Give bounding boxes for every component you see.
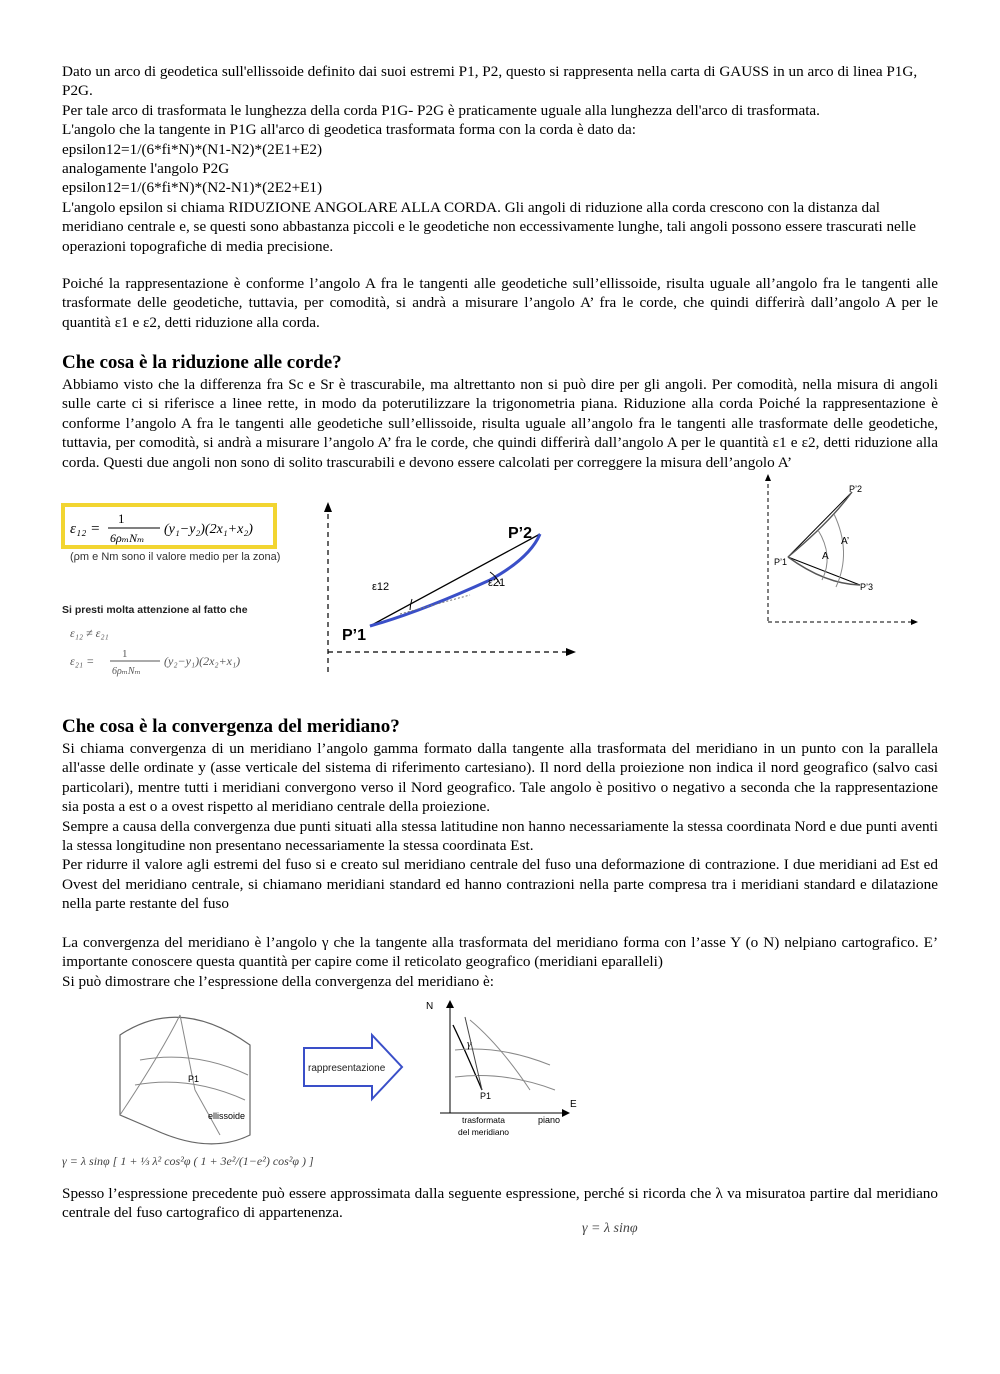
trasformata-label: trasformata xyxy=(462,1115,505,1125)
heading-convergenza: Che cosa è la convergenza del meridiano? xyxy=(62,716,400,737)
text-line: Dato un arco di geodetica sull'ellissoide definito dai suoi estremi P1, P2, questo si rappresenta nella carta di GAUSS in un arco di linea P1G, P2G. xyxy=(62,63,918,100)
text-line: epsilon12=1/(6*fi*N)*(N2-N1)*(2E2+E1) xyxy=(62,179,323,197)
text-line: L'angolo che la tangente in P1G all'arco di geodetica trasformata forma con la corda è dato da: xyxy=(62,121,636,139)
gamma-definition: La convergenza del meridiano è l’angolo γ che la tangente alla trasformata del meridiano forma con l’asse Y (o N) nelpiano cartografico. E’ importante conoscere questa quantità per capire come il reticolato geografico (meridiani eparalleli) xyxy=(62,934,938,971)
convergenza-block xyxy=(62,739,938,914)
eps21-label: ε21 xyxy=(488,577,506,589)
attention-note: Si presti molta attenzione al fatto che xyxy=(62,604,248,616)
conformal-paragraph: Poiché la rappresentazione è conforme l’angolo A fra le tangenti alle geodetiche sull’ellissoide, risulta uguale all’angolo fra le tangenti alle trasformate delle geodetiche, tuttavia, per comodità, si andrà a misurare l’angolo A’ fra le corde, che quindi differirà dall’angolo A per le quantità ε1 e ε2, detti riduzione alla corda. xyxy=(62,275,938,331)
gamma-expression-intro: Si può dimostrare che l’espressione della convergenza del meridiano è: xyxy=(62,972,494,990)
intro-block xyxy=(62,62,938,256)
figure-angolo-corde xyxy=(760,472,920,627)
n-axis-label: N xyxy=(426,1001,434,1012)
svg-text:ε₁₂ =: ε₁₂ = xyxy=(70,521,101,537)
e-axis-label: E xyxy=(570,1099,577,1110)
svg-text:1: 1 xyxy=(122,648,128,660)
p2-label: P’2 xyxy=(508,525,533,542)
svg-text:γ = λ sinφ: γ = λ sinφ xyxy=(582,1221,638,1236)
svg-text:6ρₘNₘ: 6ρₘNₘ xyxy=(112,666,141,677)
svg-text:1: 1 xyxy=(118,511,125,526)
angle-a-prime: A’ xyxy=(841,536,850,547)
text-line: L'angolo epsilon si chiama RIDUZIONE ANGOLARE ALLA CORDA. Gli angoli di riduzione alla corda crescono con la distanza dal meridiano centrale e, se questi sono abbastanza piccoli e le geodetiche non eccessivamente lunghe, tali angoli possono essere trascurati nelle operazioni topografiche di media precisione. xyxy=(62,198,916,255)
convergenza-paragraph: Si chiama convergenza di un meridiano l’angolo gamma formato dalla tangente alla trasformata del meridiano in un punto con la parallela all'asse delle ordinate y (asse verticale del sistema di riferimento cartesiano). Il nord della proiezione non indica il nord geografico (salvo casi particolari), mentre tutti i meridiani convergono verso il Nord geografico. Tale angolo è positivo o negativo a seconda che la rappresentazione sia posta a est o a ovest rispetto al meridiano centrale della proiezione. xyxy=(62,740,938,816)
svg-text:(y₁−y₂)(2x₁+x₂): (y₁−y₂)(2x₁+x₂) xyxy=(164,522,253,537)
figure-riduzione-corda xyxy=(60,500,580,680)
svg-text:γ = λ sinφ [ 1 + ⅓ λ² cos²φ (: γ = λ sinφ [ 1 + ⅓ λ² cos²φ ( 1 + 3e²/(1−e²) cos²φ ) ] xyxy=(62,1154,314,1168)
svg-text:ε₂₁ =: ε₂₁ = xyxy=(70,654,95,668)
riduzione-diagram xyxy=(60,500,580,680)
svg-text:ε₁₂ ≠ ε₂₁: ε₁₂ ≠ ε₂₁ xyxy=(70,626,109,640)
figure-convergenza xyxy=(60,995,600,1180)
gamma-label: γ xyxy=(467,1038,472,1050)
text-line: epsilon12=1/(6*fi*N)*(N1-N2)*(2E1+E2) xyxy=(62,140,323,158)
formula-note: (ρm e Nm sono il valore medio per la zona) xyxy=(70,551,281,563)
svg-text:6ρₘNₘ: 6ρₘNₘ xyxy=(110,531,145,545)
piano-label: piano xyxy=(538,1115,561,1125)
heading-riduzione-corde: Che cosa è la riduzione alle corde? xyxy=(62,352,342,373)
approx-formula-image xyxy=(580,1212,690,1242)
p1-point: P’1 xyxy=(774,557,788,567)
p2-point: P’2 xyxy=(849,484,863,494)
angle-diagram xyxy=(760,472,920,627)
rappresentazione-label: rappresentazione xyxy=(308,1063,386,1074)
p1-label: P’1 xyxy=(342,627,367,644)
svg-text:(y₂−y₁)(2x₂+x₁): (y₂−y₁)(2x₂+x₁) xyxy=(164,654,241,668)
gamma-paragraph xyxy=(62,933,938,991)
angle-a: A xyxy=(822,551,829,562)
eps12-label: ε12 xyxy=(372,581,390,593)
convergenza-paragraph-3: Per ridurre il valore agli estremi del fuso si e creato sul meridiano centrale del fuso una deformazione di contrazione. I due meridiani ad Est ed Ovest del meridiano centrale, si chiamano meridiani standard ed hanno contrazioni nella parte compresa tra i meridiani standard e dilatazione nella parte restante del fuso xyxy=(62,856,938,913)
del-meridiano-label: del meridiano xyxy=(458,1127,510,1137)
approx-paragraph: Spesso l’espressione precedente può essere approssimata dalla seguente espressione, perché si ricorda che λ va misuratoa partire dal meridiano centrale del fuso cartografico di appartenenza. xyxy=(62,1185,938,1222)
text-line: analogamente l'angolo P2G xyxy=(62,160,230,178)
p1-ellipsoid: P1 xyxy=(188,1074,200,1084)
convergence-diagram xyxy=(60,995,600,1180)
formula-approx xyxy=(580,1212,690,1242)
p1-map: P1 xyxy=(480,1091,492,1101)
ellissoide-label: ellissoide xyxy=(208,1111,246,1121)
convergenza-paragraph-2: Sempre a causa della convergenza due punti situati alla stessa latitudine non hanno necessariamente la stessa coordinata Nord e due punti aventi la stessa longitudine non presentano necessariamente la stessa coordinata Est. xyxy=(62,817,938,855)
p3-point: P’3 xyxy=(860,582,874,592)
riduzione-paragraph: Abbiamo visto che la differenza fra Sc e Sr è trascurabile, ma altrettanto non si può dire per gli angoli. Per comodità, nella misura di angoli sulle carte ci si riferisce a linee rette, in modo da poterutilizzare la trigonometria piana. Riduzione alla corda Poiché la rappresentazione è conforme l’angolo A fra le tangenti alle geodetiche sull’ellissoide, risulta uguale all’angolo fra le tangenti alle trasformate delle geodetiche, tuttavia, per comodità, si andrà a misurare l’angolo A’ fra le corde, che quindi differirà dall’angolo A per le quantità ε1 e ε2, detti riduzione alla corda. Questi due angoli non sono di solito trascurabili e devono essere calcolati per correggere la misura dell’angolo A’ xyxy=(62,376,938,471)
text-line: Per tale arco di trasformata le lunghezza della corda P1G- P2G è praticamente uguale alla lunghezza dell'arco di trasformata. xyxy=(62,101,820,119)
